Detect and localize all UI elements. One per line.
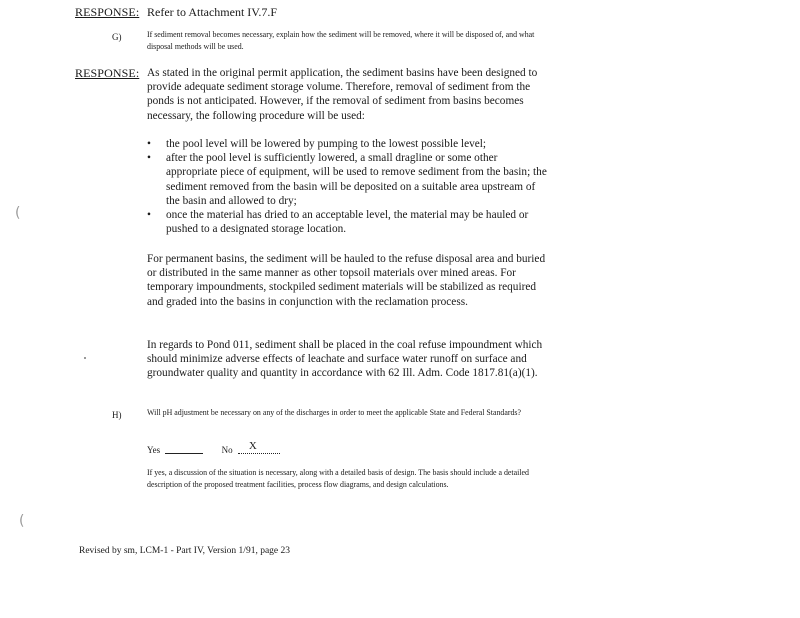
response-intro: As stated in the original permit application, the sediment basins have been designed to provide adequate sediment storage volume. Therefore, removal of sediment from the ponds is not anticipated. However, if the removal of sediment from basins becomes necessary, the following procedure will be used:: [147, 67, 538, 122]
item-g-letter: G): [112, 32, 122, 42]
procedure-item: [147, 151, 547, 208]
bullet-icon: •: [147, 152, 151, 165]
punch-hole-mark: (: [15, 205, 21, 221]
procedure-text: after the pool level is sufficiently lowered, a small dragline or some other appropriate piece of equipment, will be used to remove sediment from the basin; the sediment removed from the basin will be deposited on a suitable area upstream of the basin and allowed to dry;: [166, 152, 547, 207]
bullet-icon: •: [147, 209, 151, 222]
item-h-question: Will pH adjustment be necessary on any of the discharges in order to meet the applicable State and Federal Standards?: [147, 408, 522, 417]
bullet-icon: •: [147, 138, 151, 150]
punch-hole-mark: (: [19, 513, 25, 529]
permanent-basins-paragraph: For permanent basins, the sediment will be hauled to the refuse disposal area and buried or distributed in the same manner as other topsoil materials over mined areas. For temporary impoundments, stockpiled sediment materials will be stabilized as required and graded into the basins in conjunction with the reclamation process.: [147, 253, 546, 308]
page-footer: Revised by sm, LCM-1 - Part IV, Version 1/91, page 23: [79, 546, 291, 556]
item-h-letter: H): [112, 410, 122, 420]
yes-blank: [165, 453, 203, 454]
pond-011-paragraph: In regards to Pond 011, sediment shall be placed in the coal refuse impoundment which should minimize adverse effects of leachate and surface water runoff on surface and groundwater quality and quantity in accordance with 62 Ill. Adm. Code 1817.81(a)(1).: [147, 339, 543, 380]
procedure-item: [147, 208, 547, 236]
response-label-main: RESPONSE:: [75, 66, 140, 80]
item-h-followup: If yes, a discussion of the situation is necessary, along with a detailed basis of design. The basis should include a detailed description of the proposed treatment facilities, process flow diagrams, and design calculations.: [147, 468, 529, 489]
no-check-mark: X: [248, 440, 257, 452]
item-g-question: If sediment removal becomes necessary, explain how the sediment will be removed, where it will be disposed of, and what disposal methods will be used.: [147, 30, 535, 51]
yes-label: Yes: [147, 445, 161, 455]
scan-speck: [84, 357, 86, 359]
response-text-top: Refer to Attachment IV.7.F: [147, 5, 278, 19]
procedure-list: [147, 137, 547, 236]
no-blank: [238, 440, 280, 454]
procedure-text: once the material has dried to an acceptable level, the material may be hauled or pushed to a designated storage location.: [166, 209, 529, 236]
no-label: No: [221, 445, 233, 455]
response-label-top: RESPONSE:: [75, 5, 140, 19]
procedure-item: [147, 137, 547, 151]
procedure-text: the pool level will be lowered by pumping to the lowest possible level;: [166, 138, 487, 150]
yes-no-line: [147, 440, 280, 455]
